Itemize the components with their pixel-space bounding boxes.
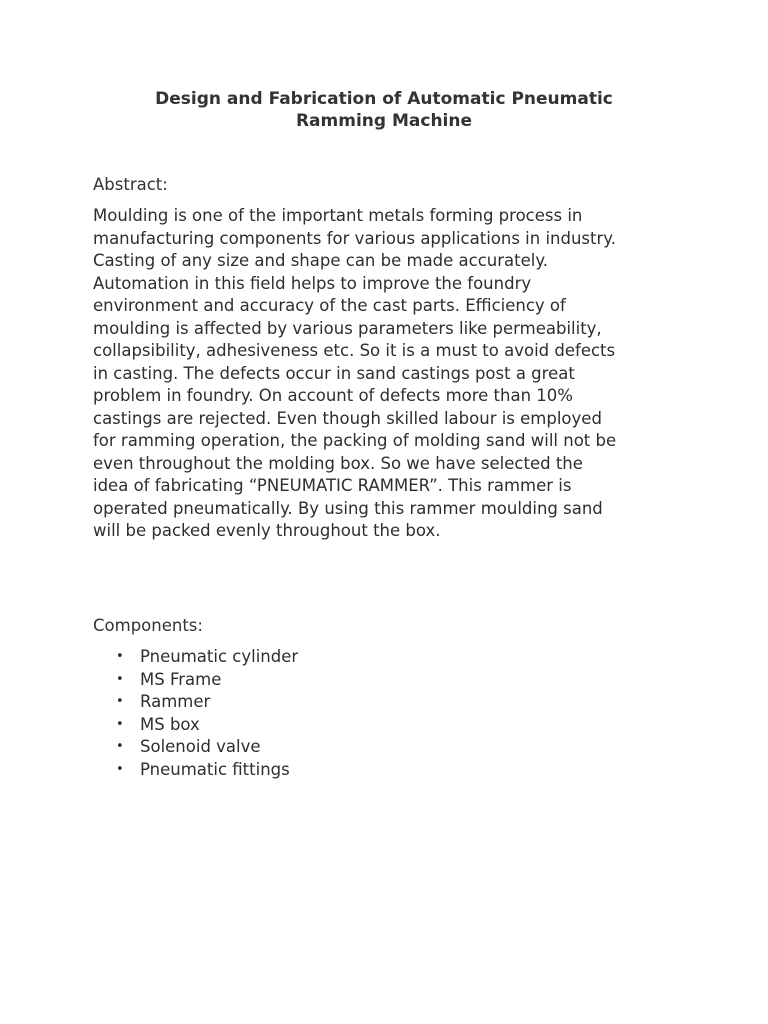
abstract-line: Automation in this field helps to improve the foundry xyxy=(93,273,532,293)
list-item-text: Solenoid valve xyxy=(140,737,261,756)
abstract-line: for ramming operation, the packing of molding sand will not be xyxy=(93,431,617,450)
abstract-line: Moulding is one of the important metals forming process in xyxy=(93,206,583,225)
list-item xyxy=(93,759,298,782)
bullet-icon: • xyxy=(116,649,124,664)
list-item xyxy=(93,736,298,759)
bullet-icon: • xyxy=(116,761,124,777)
abstract-heading: Abstract: xyxy=(93,175,168,194)
list-item-text: Pneumatic cylinder xyxy=(140,647,299,666)
abstract-line: even throughout the molding box. So we have selected the xyxy=(93,453,583,473)
bullet-icon: • xyxy=(116,739,124,754)
abstract-line: idea of fabricating “PNEUMATIC RAMMER”. This rammer is xyxy=(93,476,572,495)
abstract-line: castings are rejected. Even though skilled labour is employed xyxy=(93,408,602,428)
abstract-line: manufacturing components for various applications in industry. xyxy=(93,228,616,248)
abstract-line: collapsibility, adhesiveness etc. So it is a must to avoid defects xyxy=(93,341,616,360)
list-item xyxy=(93,669,298,692)
bullet-icon: • xyxy=(116,671,124,687)
components-heading: Components: xyxy=(93,616,203,635)
list-item-text: MS Frame xyxy=(140,669,222,689)
list-item xyxy=(93,691,298,714)
abstract-line: operated pneumatically. By using this rammer moulding sand xyxy=(93,498,603,518)
document-title xyxy=(0,88,768,132)
list-item xyxy=(93,646,298,669)
list-item xyxy=(93,714,298,737)
abstract-line: will be packed evenly throughout the box. xyxy=(93,521,441,540)
title-line-2: Ramming Machine xyxy=(295,111,473,131)
abstract-line: moulding is affected by various parameters like permeability, xyxy=(93,318,602,338)
list-item-text: Rammer xyxy=(140,692,211,711)
abstract-line: environment and accuracy of the cast parts. Efficiency of xyxy=(93,296,566,315)
abstract-line: Casting of any size and shape can be made accurately. xyxy=(93,251,549,270)
abstract-paragraph xyxy=(93,205,673,543)
bullet-icon: • xyxy=(116,716,124,732)
list-item-text: MS box xyxy=(140,714,200,734)
title-line-1: Design and Fabrication of Automatic Pneumatic xyxy=(155,89,613,109)
list-item-text: Pneumatic fittings xyxy=(140,759,290,779)
bullet-icon: • xyxy=(116,694,124,709)
abstract-line: in casting. The defects occur in sand castings post a great xyxy=(93,363,575,383)
components-list xyxy=(93,646,298,781)
abstract-line: problem in foundry. On account of defects more than 10% xyxy=(93,386,573,405)
